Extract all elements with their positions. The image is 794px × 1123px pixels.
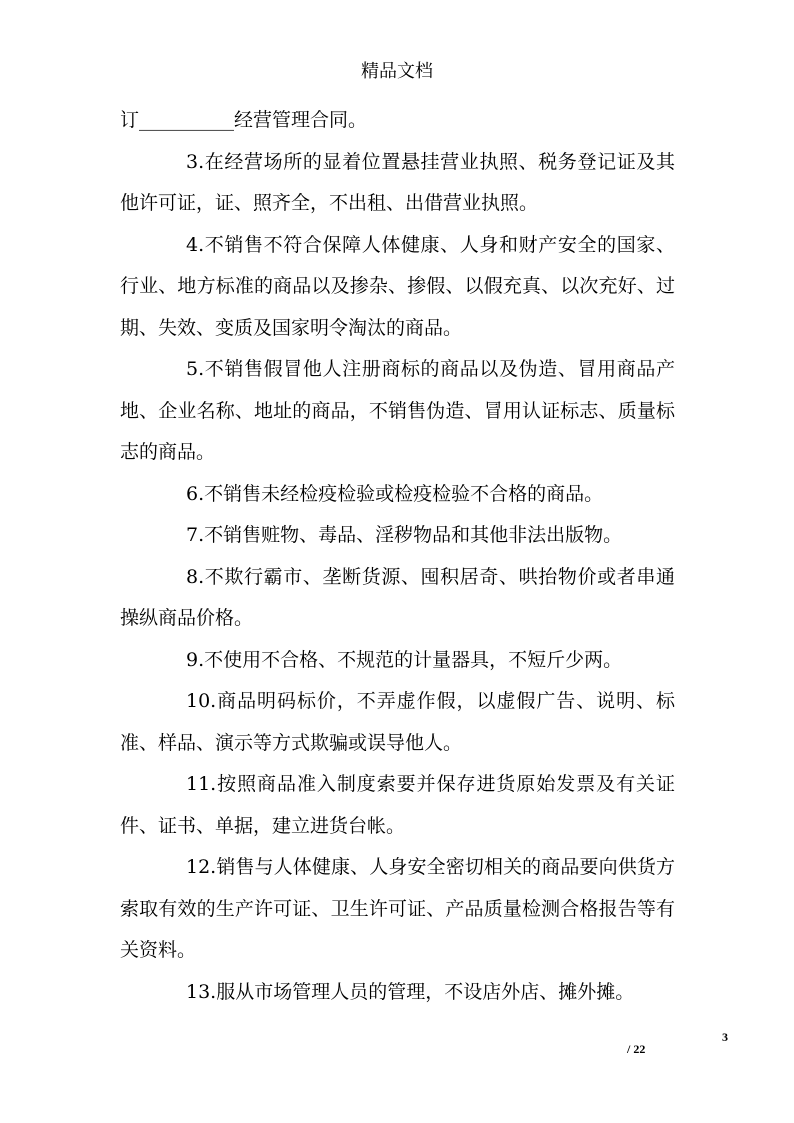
paragraph-item-7: 7.不销售赃物、毒品、淫秽物品和其他非法出版物。 bbox=[186, 524, 623, 546]
page-number: 3 bbox=[722, 1030, 728, 1044]
paragraph-item-10: 10.商品明码标价，不弄虚作假，以虚假广告、说明、标准、样品、演示等方式欺骗或误导他人。 bbox=[120, 690, 675, 754]
page-header-title: 精品文档 bbox=[361, 61, 433, 82]
paragraph-item-4: 4.不销售不符合保障人体健康、人身和财产安全的国家、行业、地方标准的商品以及掺杂、掺假、以假充真、以次充好、过期、失效、变质及国家明令淘汰的商品。 bbox=[120, 233, 675, 339]
paragraph-item-5: 5.不销售假冒他人注册商标的商品以及伪造、冒用商品产地、企业名称、地址的商品，不销售伪造、冒用认证标志、质量标志的商品。 bbox=[120, 358, 675, 463]
paragraph-item-9: 9.不使用不合格、不规范的计量器具，不短斤少两。 bbox=[186, 648, 623, 671]
paragraph-item-3: 3.在经营场所的显着位置悬挂营业执照、税务登记证及其他许可证，证、照齐全，不出租、出借营业执照。 bbox=[120, 150, 675, 214]
paragraph-item-11: 11.按照商品准入制度索要并保存进货原始发票及有关证件、证书、单据，建立进货台帐。 bbox=[120, 773, 675, 837]
document-body bbox=[120, 100, 675, 1013]
paragraph-item-12: 12.销售与人体健康、人身安全密切相关的商品要向供货方索取有效的生产许可证、卫生许可证、产品质量检测合格报告等有关资料。 bbox=[120, 856, 675, 961]
page-total: / 22 bbox=[627, 1042, 646, 1056]
paragraph-item-13: 13.服从市场管理人员的管理，不设店外店、摊外摊。 bbox=[186, 980, 635, 1003]
paragraph-contract-continuation: 订__________经营管理合同。 bbox=[120, 109, 368, 131]
paragraph-item-8: 8.不欺行霸市、垄断货源、囤积居奇、哄抬物价或者串通操纵商品价格。 bbox=[120, 565, 675, 629]
paragraph-item-6: 6.不销售未经检疫检验或检疫检验不合格的商品。 bbox=[186, 482, 604, 505]
